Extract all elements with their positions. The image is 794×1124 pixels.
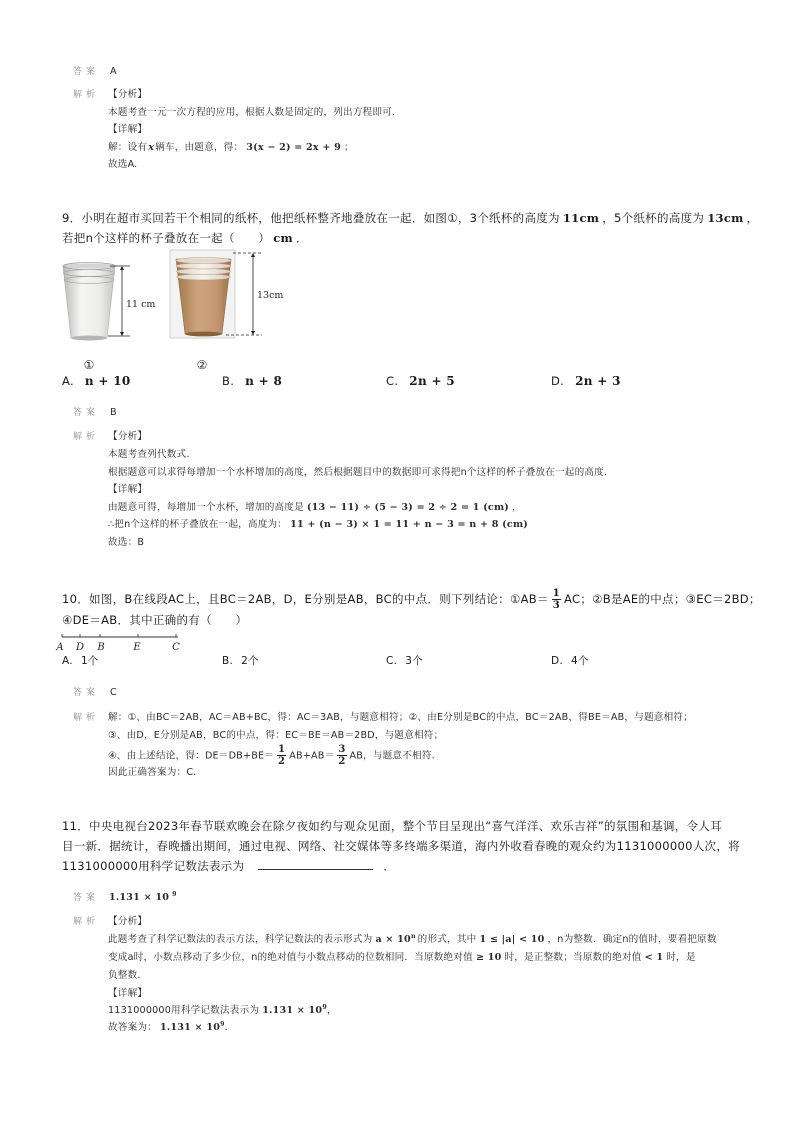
q10-analysis-line: ③、由D，E分别是AB，BC的中点，得：EC＝BE＝AB＝2BD，与题意相符； bbox=[108, 730, 444, 741]
q10-answer-value: C bbox=[110, 687, 117, 698]
math-form-base: a × 10 bbox=[375, 934, 411, 945]
q11-answer-value bbox=[106, 891, 177, 905]
q10-option-c bbox=[386, 653, 423, 669]
math-base: 1.131 × 10 bbox=[262, 1005, 323, 1016]
q9-option-d bbox=[551, 373, 624, 389]
text-segment: 此题考查了科学记数法的表示方法，科学记数法的表示形式为 bbox=[108, 934, 373, 945]
fraction bbox=[552, 588, 561, 611]
fraction-denominator: 2 bbox=[338, 756, 346, 767]
white-cups-photo bbox=[63, 262, 115, 340]
q11-stem-line3 bbox=[62, 858, 395, 874]
analysis-label: 解析 bbox=[73, 917, 100, 927]
text-segment: ∴把n个这样的杯子叠放在一起，高度为： bbox=[108, 519, 288, 530]
text-segment: 时，是 bbox=[666, 952, 696, 963]
fraction-numerator: 1 bbox=[278, 744, 286, 755]
analysis-label: 解析 bbox=[73, 432, 100, 442]
q11-detail-heading: 【详解】 bbox=[108, 988, 148, 999]
text-segment: ④、由上述结论，得：DE＝DB+BE＝ bbox=[108, 750, 275, 762]
q10-option-d bbox=[551, 653, 589, 669]
text-segment: 时，是正整数；当原数的绝对值 bbox=[504, 952, 642, 963]
q9-figure bbox=[50, 245, 300, 373]
text-segment: 9．小明在超市买回若干个相同的纸杯，他把纸杯整齐地叠放在一起．如图①，3个纸杯的高度为 bbox=[62, 211, 560, 225]
text-segment: AB+AB＝ bbox=[289, 750, 335, 762]
math-base: 1.131 × 10 bbox=[159, 1022, 221, 1033]
q10-stem-line2: ④DE＝AB．其中正确的有（ ） bbox=[62, 613, 248, 627]
option-text: 4个 bbox=[571, 655, 589, 667]
q11-analysis-heading: 【分析】 bbox=[108, 916, 148, 927]
q11-analysis-line1 bbox=[108, 933, 717, 947]
text-segment: . bbox=[224, 1022, 228, 1033]
q9-stem-line1 bbox=[62, 210, 758, 226]
math-exponent: 9 bbox=[220, 1020, 225, 1028]
text-segment: 1131000000用科学记数法表示为 bbox=[62, 859, 245, 873]
q10-option-a bbox=[62, 653, 99, 669]
segment-diagram bbox=[55, 628, 195, 654]
q9-option-b bbox=[222, 373, 285, 389]
option-text: 2个 bbox=[241, 655, 259, 667]
q10-conclusion: 因此正确答案为：C. bbox=[108, 767, 197, 778]
q8-detail-line bbox=[108, 141, 354, 155]
height-label-1: 11 cm bbox=[126, 299, 156, 310]
point-label-c: C bbox=[172, 642, 180, 653]
q11-stem-line2: 目一新．据统计，春晚播出期间，通过电视、网络、社交媒体等多终端多渠道，海内外收看春晚的观众约为1131000000人次，将 bbox=[62, 839, 740, 853]
option-letter: A. bbox=[62, 655, 73, 667]
text-segment: 10．如图，B在线段AC上，且BC＝2AB，D，E分别是AB，BC的中点．则下列结论：①AB＝ bbox=[62, 592, 549, 606]
text-segment: ． bbox=[295, 231, 308, 245]
point-label-e: E bbox=[133, 642, 141, 653]
fraction bbox=[337, 744, 346, 767]
option-letter: D. bbox=[551, 374, 565, 388]
analysis-label: 解析 bbox=[73, 713, 100, 723]
text-segment: AB，与题意不相符． bbox=[349, 750, 442, 762]
math-variable: x bbox=[148, 142, 155, 153]
option-expression: 2n + 5 bbox=[409, 374, 455, 388]
option-letter: C. bbox=[386, 374, 399, 388]
q11-detail-line1 bbox=[108, 1004, 337, 1018]
q8-analysis-text: 本题考查一元一次方程的应用，根据人数是固定的，列出方程即可. bbox=[108, 107, 396, 118]
figure-caption-1: ① bbox=[83, 358, 95, 372]
q9-detail-line2 bbox=[108, 518, 531, 532]
point-label-d: D bbox=[75, 642, 85, 653]
text-segment: 解：设有 bbox=[108, 142, 148, 153]
math-answer-base: 1.131 × 10 bbox=[109, 892, 170, 903]
fraction-numerator: 1 bbox=[552, 588, 561, 599]
q9-conclusion: 故选：B bbox=[108, 537, 145, 548]
answer-label: 答案 bbox=[73, 408, 100, 418]
math-unit: cm bbox=[273, 231, 293, 245]
option-letter: B. bbox=[222, 374, 235, 388]
q9-detail-line1 bbox=[108, 501, 522, 515]
point-label-b: B bbox=[97, 642, 105, 653]
fraction-numerator: 3 bbox=[338, 744, 346, 755]
math-answer-exponent: 9 bbox=[172, 890, 177, 898]
q9-analysis-line: 本题考查列代数式. bbox=[108, 449, 190, 460]
q8-analysis-heading: 【分析】 bbox=[108, 89, 148, 100]
option-letter: A. bbox=[62, 374, 74, 388]
text-segment: 由题意可得，每增加一个水杯，增加的高度是 bbox=[108, 502, 304, 513]
text-segment: ，5个纸杯的高度为 bbox=[602, 211, 705, 225]
q9-detail-heading: 【详解】 bbox=[108, 484, 148, 495]
q10-analysis-line4 bbox=[108, 744, 441, 768]
q9-option-c bbox=[386, 373, 458, 389]
text-segment: ． bbox=[383, 859, 396, 873]
math-form-exponent: n bbox=[410, 932, 416, 940]
option-expression: 2n + 3 bbox=[575, 374, 621, 388]
text-segment: AC；②B是AE的中点；③EC＝2BD； bbox=[564, 592, 761, 606]
q11-analysis-line3: 负整数. bbox=[108, 970, 141, 981]
height-label-2: 13cm bbox=[257, 290, 284, 301]
math-condition: < 1 bbox=[644, 952, 664, 963]
option-letter: D. bbox=[551, 655, 564, 667]
q9-analysis-line: 根据题意可以求得每增加一个水杯增加的高度，然后根据题目中的数据即可求得把n个这样的杯子叠放在一起的高度. bbox=[108, 467, 608, 478]
q10-analysis-line: 解：①、由BC＝2AB，AC＝AB+BC，得：AC＝3AB，与题意相符；②、由E分别是BC的中点，BC＝2AB，得BE＝AB，与题意相符； bbox=[108, 712, 693, 723]
math-height-2: 13cm bbox=[707, 211, 744, 225]
text-segment: ， bbox=[326, 1005, 337, 1016]
option-expression: n + 8 bbox=[245, 374, 283, 388]
text-segment: 变成a时，小数点移动了多少位，n的绝对值与小数点移动的位数相同．当原数绝对值 bbox=[108, 952, 473, 963]
text-segment: 1131000000用科学记数法表示为 bbox=[108, 1005, 260, 1016]
q8-conclusion: 故选A. bbox=[108, 159, 138, 170]
text-segment: 故答案为： bbox=[108, 1022, 157, 1033]
point-label-a: A bbox=[56, 642, 64, 653]
analysis-label: 解析 bbox=[73, 90, 100, 100]
text-segment: ， bbox=[512, 502, 522, 513]
text-segment: 的形式，其中 bbox=[417, 934, 477, 945]
kraft-cups-photo bbox=[176, 258, 232, 337]
option-letter: B. bbox=[222, 655, 234, 667]
figure-caption-2: ② bbox=[196, 358, 208, 372]
option-text: 1个 bbox=[80, 655, 99, 667]
q11-stem-line1: 11．中央电视台2023年春节联欢晚会在除夕夜如约与观众见面，整个节目呈现出“喜气洋洋、欢乐吉祥”的氛围和基调，令人耳 bbox=[62, 819, 723, 833]
q9-stem-line2 bbox=[62, 230, 308, 246]
q8-answer-value: A bbox=[110, 66, 117, 77]
option-text: 3个 bbox=[405, 655, 424, 667]
math-height-1: 11cm bbox=[562, 211, 600, 225]
q10-stem-line1 bbox=[62, 588, 761, 611]
math-equation: 3(x − 2) = 2x + 9 bbox=[246, 142, 342, 153]
q9-analysis-heading: 【分析】 bbox=[108, 431, 148, 442]
answer-label: 答案 bbox=[73, 67, 100, 77]
math-expression: (13 − 11) ÷ (5 − 3) = 2 ÷ 2 = 1 (cm) bbox=[306, 502, 510, 513]
option-expression: n + 10 bbox=[84, 374, 131, 388]
q9-answer-value: B bbox=[110, 407, 117, 418]
answer-label: 答案 bbox=[73, 893, 100, 903]
q11-detail-line2 bbox=[108, 1021, 228, 1035]
answer-label: 答案 bbox=[73, 688, 100, 698]
math-expression: 11 + (n − 3) × 1 = 11 + n − 3 = n + 8 (cm) bbox=[290, 519, 529, 530]
text-segment: 若把n个这样的杯子叠放在一起（ ） bbox=[62, 231, 271, 245]
fraction bbox=[277, 744, 286, 767]
q9-option-a bbox=[62, 373, 134, 389]
math-exponent: 9 bbox=[322, 1003, 327, 1011]
fraction-denominator: 2 bbox=[278, 756, 286, 767]
text-segment: 辆车，由题意，得： bbox=[155, 142, 244, 153]
answer-blank bbox=[258, 858, 373, 870]
fraction-denominator: 3 bbox=[552, 600, 561, 611]
text-segment: ，n为整数．确定n的值时，要看把原数 bbox=[547, 934, 717, 945]
math-condition: ≥ 10 bbox=[475, 952, 502, 963]
text-segment: ； bbox=[344, 142, 354, 153]
math-range: 1 ≤ |a| < 10 bbox=[479, 934, 545, 945]
q11-analysis-line2 bbox=[108, 951, 696, 965]
option-letter: C. bbox=[386, 655, 398, 667]
q8-detail-heading: 【详解】 bbox=[108, 124, 148, 135]
text-segment: ， bbox=[746, 211, 759, 225]
q10-option-b bbox=[222, 653, 259, 669]
